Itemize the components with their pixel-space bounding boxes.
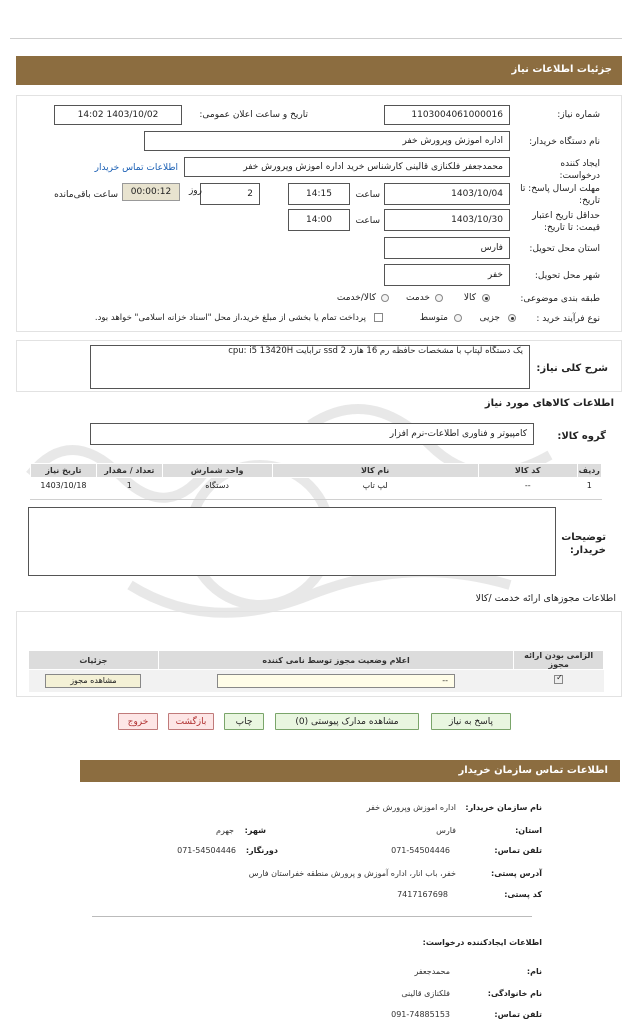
goods-cell-date: 1403/10/18 xyxy=(40,481,87,491)
validity-time-label: ساعت xyxy=(355,216,380,226)
goods-header-unit: واحد شمارش xyxy=(162,464,272,478)
goods-cell-name: لپ تاپ xyxy=(362,481,388,491)
top-divider xyxy=(10,38,622,39)
view-permit-button[interactable]: مشاهده مجوز xyxy=(45,674,141,688)
checkmark-icon: ✓ xyxy=(556,673,563,683)
buyer-field: اداره اموزش وپرورش خفر xyxy=(144,131,510,151)
category-radio-goods-service[interactable] xyxy=(381,294,389,302)
contact-city-label: شهر: xyxy=(244,826,266,835)
contact-postal-value: 7417167698 xyxy=(397,890,448,899)
process-option-medium: متوسط xyxy=(419,313,448,323)
need-number-field: 1103004061000016 xyxy=(384,105,510,125)
city-label: شهر محل تحویل: xyxy=(534,271,600,281)
contact-phone-label: تلفن تماس: xyxy=(494,846,542,855)
table-row xyxy=(31,478,602,494)
days-label: روز xyxy=(188,186,202,196)
buyer-label: نام دستگاه خریدار: xyxy=(529,137,600,147)
announce-label: تاریخ و ساعت اعلان عمومی: xyxy=(199,110,308,120)
buyer-notes-field xyxy=(28,507,556,576)
back-button[interactable]: بازگشت xyxy=(168,713,214,730)
province-field: فارس xyxy=(384,237,510,259)
contact-phone-value: 071-54504446 xyxy=(391,846,450,855)
need-number-label: شماره نیاز: xyxy=(557,110,600,120)
goods-header-qty: تعداد / مقدار xyxy=(96,464,162,478)
contact-org-label: نام سازمان خریدار: xyxy=(465,803,542,812)
buyer-contact-link[interactable]: اطلاعات تماس خریدار xyxy=(94,163,178,173)
goods-cell-unit: دستگاه xyxy=(205,481,229,491)
view-attachments-button[interactable]: مشاهده مدارک پیوستی (0) xyxy=(275,713,419,730)
creator-family-value: فلکنازی قالینی xyxy=(401,989,450,998)
goods-cell-qty: 1 xyxy=(126,481,132,491)
permits-header-required: الزامی بودن ارائه مجوز xyxy=(514,651,604,670)
category-label: طبقه بندی موضوعی: xyxy=(520,294,600,304)
announce-field: 1403/10/02 14:02 xyxy=(54,105,182,125)
creator-phone-value: 091-74885153 xyxy=(391,1010,450,1019)
buyer-notes-label: توضیحات خریدار: xyxy=(561,532,606,556)
exit-button[interactable]: خروج xyxy=(118,713,158,730)
process-radio-medium[interactable] xyxy=(454,314,462,322)
validity-time-field: 14:00 xyxy=(288,209,350,231)
goods-cell-code: -- xyxy=(524,481,531,491)
creator-section-title: اطلاعات ایجادکننده درخواست: xyxy=(422,938,542,947)
process-option-minor: جزیی xyxy=(479,313,500,323)
contact-city-value: جهرم xyxy=(216,826,234,835)
creator-name-value: محمدجعفر xyxy=(414,967,450,976)
contact-province-label: استان: xyxy=(515,826,542,835)
category-option-goods: کالا xyxy=(463,293,476,303)
city-field: خفر xyxy=(384,264,510,286)
category-option-service: خدمت xyxy=(406,293,430,303)
goods-table xyxy=(30,463,602,494)
permit-status-field[interactable]: -- xyxy=(217,674,455,688)
goods-header-date: تاریخ نیاز xyxy=(31,464,97,478)
goods-header-code: کد کالا xyxy=(478,464,577,478)
permits-header-details: جزئیات xyxy=(29,651,159,670)
category-radio-service[interactable] xyxy=(435,294,443,302)
treasury-text: پرداخت تمام یا بخشی از مبلغ خرید،از محل "اسناد خزانه اسلامی" خواهد بود. xyxy=(94,313,366,323)
category-radio-goods[interactable] xyxy=(482,294,490,302)
goods-cell-row: 1 xyxy=(586,481,592,491)
send-deadline-label: مهلت ارسال پاسخ: تا تاریخ: xyxy=(520,184,600,206)
creator-field: محمدجعفر فلکنازی قالینی کارشناس خرید اداره اموزش وپرورش خفر xyxy=(184,157,510,177)
creator-family-label: نام خانوادگی: xyxy=(487,989,542,998)
permits-table xyxy=(28,650,604,692)
contact-province-value: فارس xyxy=(436,826,456,835)
contact-address-label: آدرس پستی: xyxy=(491,869,542,878)
goods-header-row: ردیف xyxy=(577,464,601,478)
creator-name-label: نام: xyxy=(526,967,542,976)
remaining-label: ساعت باقی‌مانده xyxy=(54,190,118,200)
summary-field: یک دستگاه لپتاپ با مشخصات حافظه رم 16 هارد 2 ssd ترابایت cpu: i5 13420H xyxy=(90,345,530,389)
process-label: نوع فرآیند خرید : xyxy=(536,314,600,324)
goods-header-name: نام کالا xyxy=(272,464,478,478)
contact-title: اطلاعات تماس سازمان خریدار xyxy=(80,760,620,782)
validity-label: حداقل تاریخ اعتبار قیمت: تا تاریخ: xyxy=(532,211,600,233)
contact-fax-value: 071-54504446 xyxy=(177,846,236,855)
creator-label: ایجاد کننده درخواست: xyxy=(559,159,600,181)
page-title: جزئیات اطلاعات نیاز xyxy=(16,56,622,85)
permits-header-status: اعلام وضعیت مجوز توسط نامی کننده xyxy=(158,651,513,670)
send-time-field: 14:15 xyxy=(288,183,350,205)
print-button[interactable]: چاپ xyxy=(224,713,264,730)
permits-title: اطلاعات مجوزهای ارائه خدمت /کالا xyxy=(475,593,616,604)
province-label: استان محل تحویل: xyxy=(529,244,600,254)
contact-org-value: اداره اموزش وپرورش خفر xyxy=(366,803,456,812)
summary-label: شرح کلی نیاز: xyxy=(536,363,608,374)
send-date-field: 1403/10/04 xyxy=(384,183,510,205)
days-field: 2 xyxy=(200,183,260,205)
treasury-checkbox[interactable] xyxy=(374,313,383,322)
goods-table-divider xyxy=(30,499,602,500)
table-row xyxy=(29,670,604,692)
process-radio-minor[interactable] xyxy=(508,314,516,322)
remaining-time-field: 00:00:12 xyxy=(122,183,180,201)
permit-required-checkbox xyxy=(554,675,563,684)
goods-info-title: اطلاعات کالاهای مورد نیاز xyxy=(484,398,614,409)
contact-divider xyxy=(92,916,532,917)
creator-phone-label: تلفن تماس: xyxy=(494,1010,542,1019)
reply-button[interactable]: پاسخ به نیاز xyxy=(431,713,511,730)
send-time-label: ساعت xyxy=(355,190,380,200)
validity-date-field: 1403/10/30 xyxy=(384,209,510,231)
contact-postal-label: کد پستی: xyxy=(504,890,542,899)
contact-fax-label: دورنگار: xyxy=(245,846,278,855)
contact-address-value: خفر، باب انار، اداره آموزش و پرورش منطقه خفراستان فارس xyxy=(248,869,456,878)
goods-group-label: گروه کالا: xyxy=(557,431,606,442)
goods-group-field: کامپیوتر و فناوری اطلاعات-نرم افزار xyxy=(90,423,534,445)
category-option-goods-service: کالا/خدمت xyxy=(336,293,376,303)
